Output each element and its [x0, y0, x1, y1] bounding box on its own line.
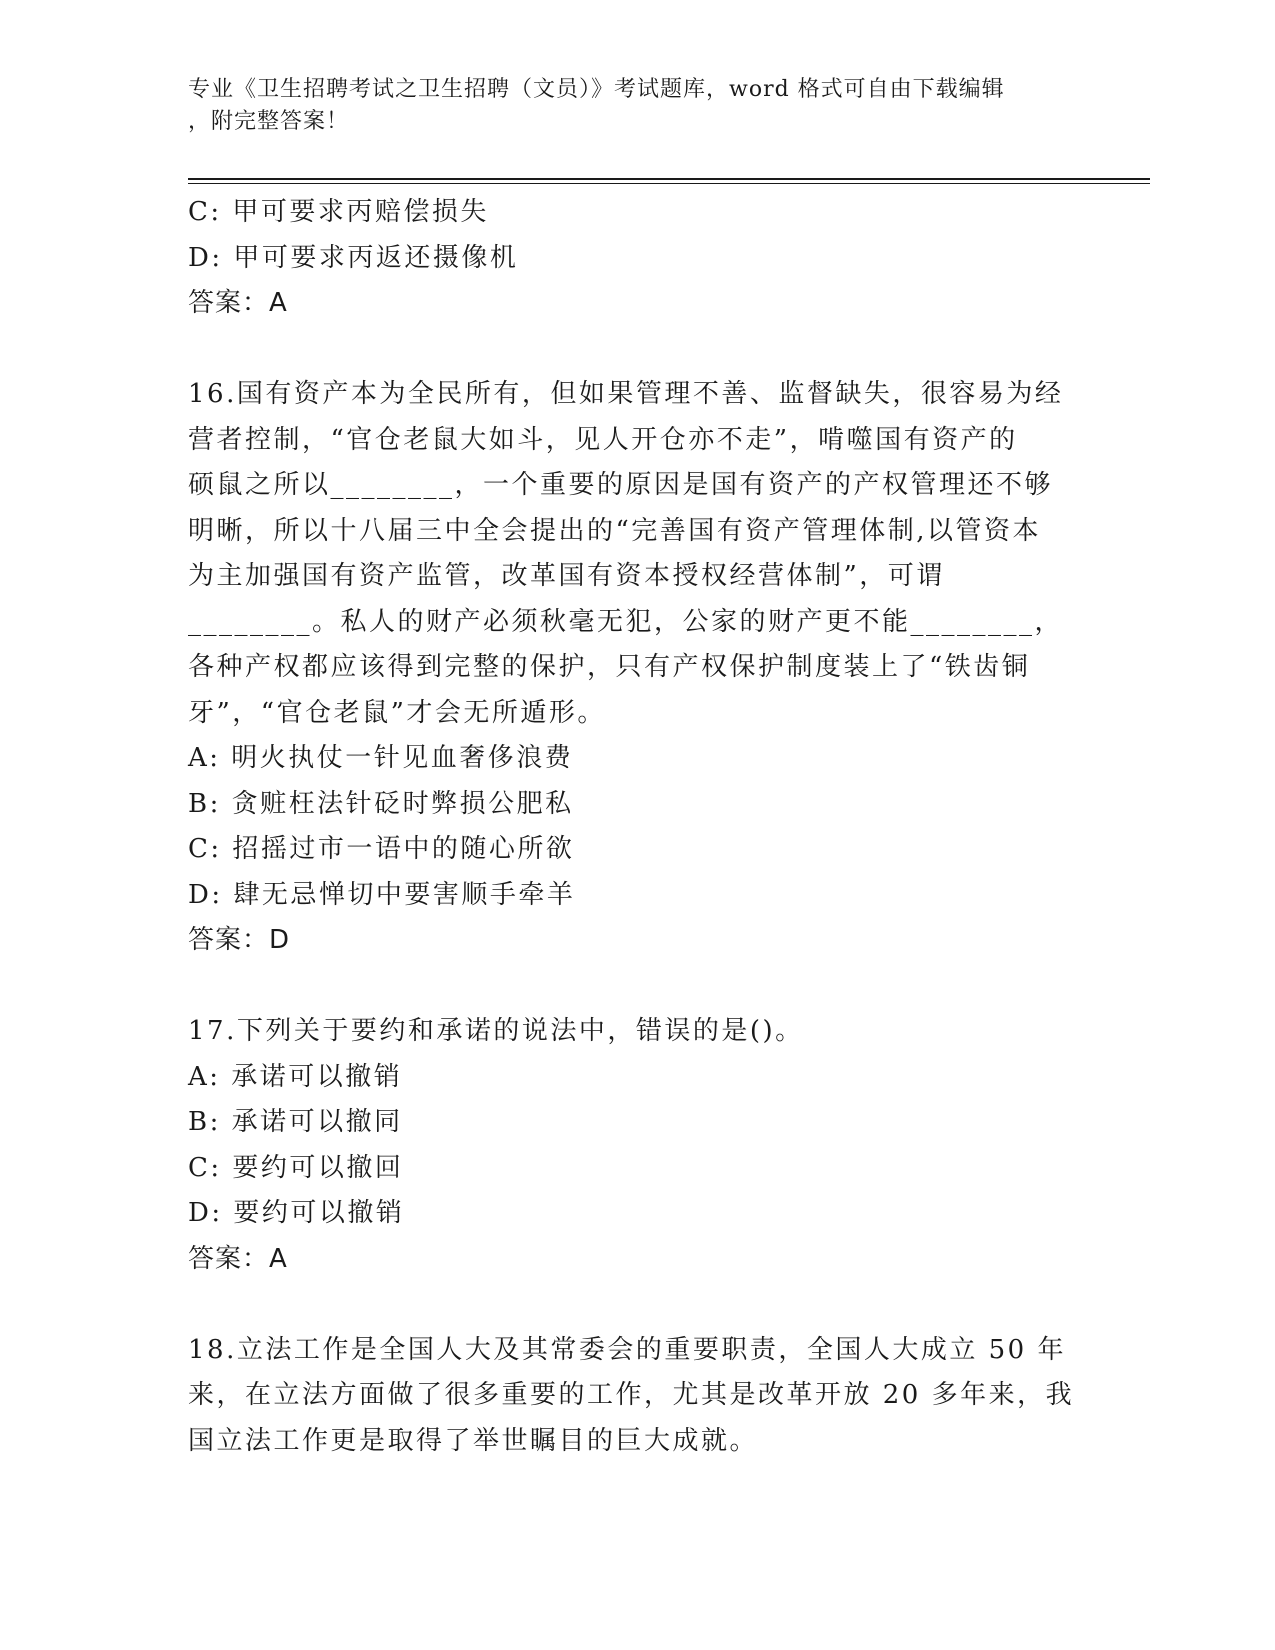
question-18 — [188, 1328, 1088, 1465]
question-text-line: 明晰，所以十八届三中全会提出的“完善国有资产管理体制,以管资本 — [188, 515, 1042, 546]
option-a: A: 承诺可以撤销 — [188, 1061, 403, 1092]
option-d: D: 肆无忌惮切中要害顺手牵羊 — [188, 879, 576, 910]
question-15-tail — [188, 190, 1088, 327]
question-text-line: 营者控制，“官仓老鼠大如斗，见人开仓亦不走”，啃噬国有资产的 — [188, 424, 1018, 455]
option-b: B: 贪赃枉法针砭时弊损公肥私 — [188, 788, 574, 819]
option-c: C: 要约可以撤回 — [188, 1152, 404, 1183]
question-17 — [188, 1009, 1088, 1282]
header-line-1: 专业《卫生招聘考试之卫生招聘（文员）》考试题库，word 格式可自由下载编辑 — [188, 77, 1005, 102]
option-c: C: 甲可要求丙赔偿损失 — [188, 197, 489, 227]
document-header — [188, 74, 1068, 138]
question-text-line: 18.立法工作是全国人大及其常委会的重要职责，全国人大成立 50 年 — [188, 1334, 1066, 1365]
question-text: 17.下列关于要约和承诺的说法中，错误的是()。 — [188, 1016, 804, 1046]
option-d: D: 甲可要求丙返还摄像机 — [188, 242, 519, 273]
spacer — [188, 327, 1088, 373]
header-divider-thin — [188, 183, 1150, 184]
question-text-line: 牙”，“官仓老鼠”才会无所遁形。 — [188, 697, 606, 728]
spacer — [188, 964, 1088, 1010]
option-d: D: 要约可以撤销 — [188, 1198, 405, 1228]
header-line-2: ，附完整答案！ — [188, 109, 350, 134]
header-divider-thick — [188, 178, 1150, 180]
question-text-line: 各种产权都应该得到完整的保护，只有产权保护制度装上了“铁齿铜 — [188, 652, 1031, 682]
question-text-line: 为主加强国有资产监管，改革国有资本授权经营体制”，可谓 — [188, 561, 945, 591]
question-text-line: 国立法工作更是取得了举世瞩目的巨大成就。 — [188, 1425, 759, 1456]
question-text-line: 16.国有资产本为全民所有，但如果管理不善、监督缺失，很容易为经 — [188, 379, 1064, 409]
answer-label: 答案：D — [188, 925, 291, 955]
answer-label: 答案：A — [188, 1243, 288, 1274]
document-body — [188, 190, 1088, 1464]
option-c: C: 招摇过市一语中的随心所欲 — [188, 834, 575, 864]
answer-label: 答案：A — [188, 288, 288, 318]
question-16 — [188, 372, 1088, 964]
question-text-line: 来，在立法方面做了很多重要的工作，尤其是改革开放 20 多年来，我 — [188, 1380, 1075, 1410]
option-a: A: 明火执仗一针见血奢侈浪费 — [188, 743, 574, 773]
question-text-line: 硕鼠之所以________，一个重要的原因是国有资产的产权管理还不够 — [188, 470, 1054, 500]
question-text-line: ________。私人的财产必须秋毫无犯，公家的财产更不能________， — [188, 606, 1064, 637]
spacer — [188, 1282, 1088, 1328]
option-b: B: 承诺可以撤同 — [188, 1107, 403, 1137]
